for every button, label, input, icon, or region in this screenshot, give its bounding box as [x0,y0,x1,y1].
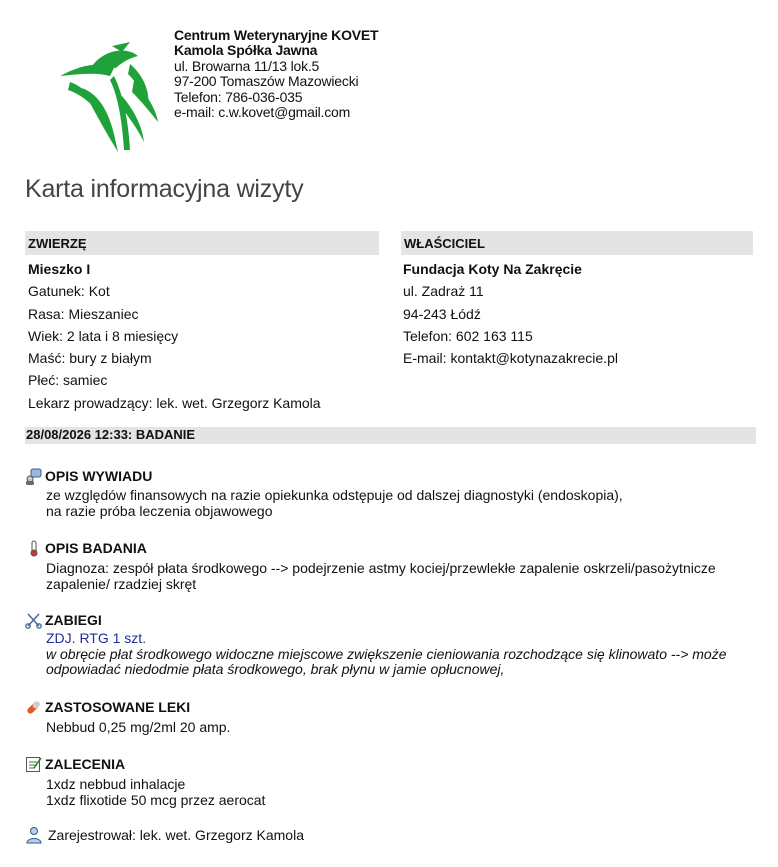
clinic-name: Centrum Weterynaryjne KOVET [174,27,379,43]
exam-text-2: zapalenie/ rzadziej skręt [46,575,197,592]
animal-breed: Rasa: Mieszaniec [28,305,139,322]
owner-email: E-mail: kontakt@kotynazakrecie.pl [403,350,618,367]
registered-by-text: Zarejestrował: lek. wet. Grzegorz Kamola [48,827,304,843]
interview-label: OPIS WYWIADU [45,468,153,484]
registered-by [25,826,304,844]
user-icon [25,826,43,844]
thermometer-icon [25,540,42,557]
animal-age: Wiek: 2 lata i 8 miesięcy [28,327,179,344]
owner-details [403,258,618,369]
clinic-email: e-mail: c.w.kovet@gmail.com [174,104,351,121]
procedure-text-1: w obręcie płat środkowego widoczne miejscowe zwiększenie cieniowania rozchodzące się klinowato --> może [46,645,727,662]
exam-text-1: Diagnoza: zespół płata środkowego --> podejrzenie astmy kociej/przewlekłe zapalenie oskrzeli/pasożytnicze [46,560,716,576]
drug-item: Nebbud 0,25 mg/2ml 20 amp. [46,719,231,735]
exam-label: OPIS BADANIA [45,540,147,556]
interview-text-1: ze względów finansowych na razie opiekunka odstępuje od dalszej diagnostyki (endoskopia), [46,487,623,503]
owner-phone: Telefon: 602 163 115 [403,327,533,344]
owner-city: 94-243 Łódź [403,305,481,322]
exam-section [25,538,716,592]
animal-coat: Maść: bury z białym [28,350,152,367]
procedures-section [25,610,727,678]
animal-header: ZWIERZĘ [25,231,379,255]
scissors-icon [25,612,42,629]
owner-street: ul. Zadraż 11 [403,283,484,300]
pill-icon [25,699,42,716]
owner-name: Fundacja Koty Na Zakręcie [403,261,582,277]
interview-text-2: na razie próba leczenia objawowego [46,502,273,519]
page-title: Karta informacyjna wizyty [25,175,304,203]
clinic-address: ul. Browarna 11/13 lok.5 [174,57,320,74]
interview-section [25,466,623,519]
animal-name: Mieszko I [28,261,91,277]
procedure-text-2: odpowiadać niedodmie płata środkowego, brak płynu w jamie opłucnowej, [46,661,505,677]
recommendation-1: 1xdz nebbud inhalacje [46,776,186,792]
recommendation-2: 1xdz flixotide 50 mcg przez aerocat [46,791,266,808]
animal-sex: Płeć: samiec [28,372,108,389]
recommendations-label: ZALECENIA [45,756,126,772]
visit-header: 28/08/2026 12:33: BADANIE [25,427,756,444]
clinic-company: Kamola Spółka Jawna [174,42,318,59]
procedures-label: ZABIEGI [45,612,102,628]
recommendations-section [25,754,265,808]
interview-icon [25,468,42,485]
clinic-phone: Telefon: 786-036-035 [174,88,303,105]
owner-header: WŁAŚCICIEL [401,231,753,255]
clinic-logo [52,36,164,154]
drugs-section [25,697,230,736]
drugs-label: ZASTOSOWANE LEKI [45,699,191,715]
clinic-city: 97-200 Tomaszów Mazowiecki [174,73,359,90]
attending-vet: Lekarz prowadzący: lek. wet. Grzegorz Kamola [28,394,321,411]
animal-details [28,258,321,414]
procedure-item: ZDJ. RTG 1 szt. [46,630,147,646]
notepad-icon [25,756,42,773]
animal-species: Gatunek: Kot [28,283,110,300]
clinic-info [174,28,378,120]
